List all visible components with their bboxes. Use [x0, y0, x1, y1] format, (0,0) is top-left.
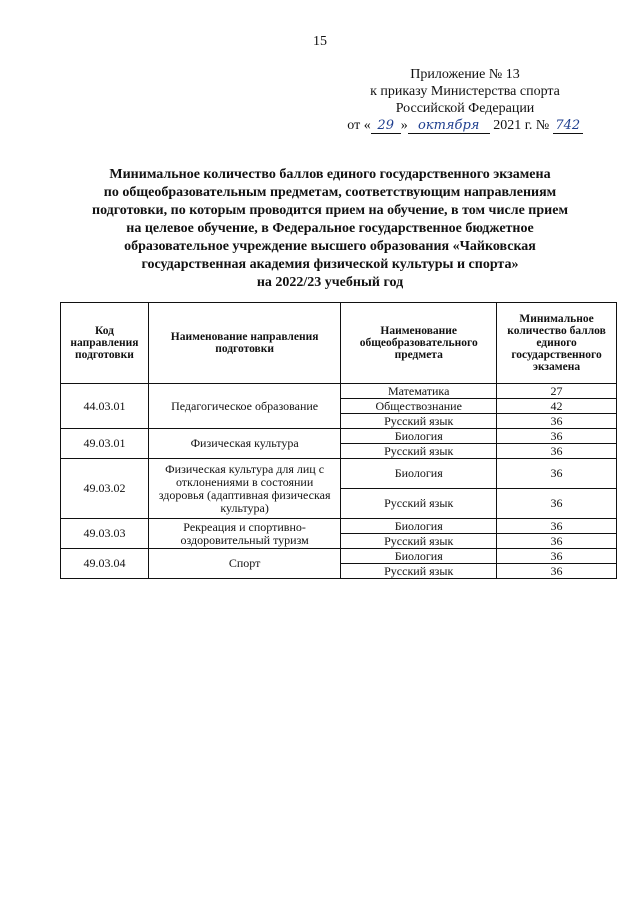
header-min-score: Минимальное количество баллов единого государственного экзамена — [497, 303, 617, 384]
order-number-handwritten: 742 — [553, 119, 583, 134]
title-line: на 2022/23 учебный год — [256, 275, 404, 290]
date-month-handwritten: октября — [408, 119, 490, 134]
title-line: подготовки, по которым проводится прием на обучение, в том числе прием — [92, 203, 568, 218]
table-row — [61, 429, 617, 444]
date-day-handwritten: 29 — [371, 119, 401, 134]
min-scores-table — [60, 302, 617, 579]
cell-score: 36 — [497, 459, 617, 489]
header-code: Код направления подготовки — [61, 303, 149, 384]
title-line: образовательное учреждение высшего образования «Чайковская — [124, 239, 536, 254]
cell-direction: Физическая культура — [148, 429, 340, 459]
cell-subject: Математика — [341, 384, 497, 399]
cell-subject: Русский язык — [341, 564, 497, 579]
appendix-order-ref: к приказу Министерства спорта — [370, 84, 560, 99]
cell-score: 36 — [497, 534, 617, 549]
page-number: 15 — [313, 34, 327, 49]
table-header-row — [61, 303, 617, 384]
cell-subject: Биология — [341, 459, 497, 489]
cell-subject: Биология — [341, 519, 497, 534]
title-line: Минимальное количество баллов единого государственного экзамена — [109, 167, 551, 182]
cell-code: 44.03.01 — [61, 384, 149, 429]
cell-subject: Обществознание — [341, 399, 497, 414]
cell-direction: Физическая культура для лиц с отклонениями в состоянии здоровья (адаптивная физическая культура) — [148, 459, 340, 519]
cell-code: 49.03.03 — [61, 519, 149, 549]
title-line: на целевое обучение, в Федеральное государственное бюджетное — [126, 221, 534, 236]
cell-score: 36 — [497, 429, 617, 444]
cell-score: 36 — [497, 444, 617, 459]
cell-subject: Русский язык — [341, 489, 497, 519]
cell-subject: Биология — [341, 429, 497, 444]
appendix-number: Приложение № 13 — [410, 67, 520, 82]
document-title — [60, 166, 600, 292]
table-row — [61, 459, 617, 489]
cell-score: 27 — [497, 384, 617, 399]
header-subject: Наименование общеобразовательного предмета — [341, 303, 497, 384]
cell-score: 42 — [497, 399, 617, 414]
appendix-ministry: Российской Федерации — [395, 101, 535, 116]
cell-code: 49.03.04 — [61, 549, 149, 579]
table-row — [61, 384, 617, 399]
cell-score: 36 — [497, 519, 617, 534]
cell-score: 36 — [497, 489, 617, 519]
table-row — [61, 549, 617, 564]
title-line: по общеобразовательным предметам, соответствующим направлениям — [103, 185, 557, 200]
appendix-header — [340, 66, 590, 134]
date-mid: » — [400, 118, 408, 133]
cell-direction: Рекреация и спортивно-оздоровительный туризм — [148, 519, 340, 549]
header-direction: Наименование направления подготовки — [148, 303, 340, 384]
cell-subject: Русский язык — [341, 534, 497, 549]
cell-subject: Русский язык — [341, 414, 497, 429]
date-year: 2021 г. № — [493, 118, 550, 133]
cell-subject: Русский язык — [341, 444, 497, 459]
date-prefix: от « — [347, 118, 371, 133]
cell-score: 36 — [497, 549, 617, 564]
cell-score: 36 — [497, 414, 617, 429]
cell-subject: Биология — [341, 549, 497, 564]
cell-code: 49.03.01 — [61, 429, 149, 459]
cell-direction: Спорт — [148, 549, 340, 579]
cell-direction: Педагогическое образование — [148, 384, 340, 429]
table-row — [61, 519, 617, 534]
title-line: государственная академия физической культуры и спорта» — [141, 257, 519, 272]
cell-code: 49.03.02 — [61, 459, 149, 519]
cell-score: 36 — [497, 564, 617, 579]
appendix-date-line — [340, 117, 590, 134]
